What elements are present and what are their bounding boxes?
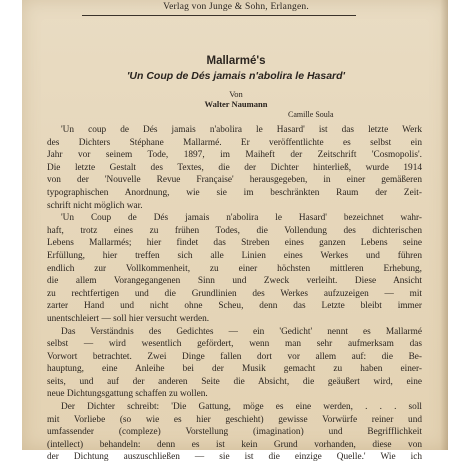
byline-von: Von <box>229 89 243 99</box>
body-line: der Dichtung auszuschließen — sie ist die einzige Quelle.' Wie ich <box>47 452 422 463</box>
body-line: umfassender (compleze) Vorstellung (imagination) und Begrifflichkeit <box>47 427 422 438</box>
publisher-line: Verlag von Junge & Sohn, Erlangen. <box>163 2 309 12</box>
body-line: Der Dichter schreibt: 'Die Gattung, möge es eine werden, . . . soll <box>61 402 422 413</box>
body-line: selbst — wird wesentlich gefördert, wenn man sehr aufmerksam das <box>47 339 422 350</box>
body-line: schrift nicht möglich war. <box>47 200 143 211</box>
body-line: seits, und auf der anderen Seite die Absicht, die geäußert wird, eine <box>47 376 422 387</box>
dedication: Camille Soula <box>288 110 334 119</box>
article-title: Mallarmé's <box>206 55 266 67</box>
body-line: mit Vorliebe (so wie es hier geschieht) gewisse Vorwürfe reiner und <box>47 414 422 425</box>
article-subtitle: 'Un Coup de Dés jamais n'abolira le Hasard' <box>126 70 346 82</box>
body-line: zarter Hand und nicht ohne Scheu, denn das Letzte bleibt immer <box>47 301 422 312</box>
body-line: (intellect) behandeln: denn es ist kein Grund vorhanden, diese von <box>47 439 422 450</box>
body-line: unentschleiert — soll hier versucht werden. <box>47 313 210 324</box>
body-line: Jahr vor seinem Tode, 1897, im Maiheft der Zeitschrift 'Cosmopolis'. <box>47 150 422 161</box>
body-line: des Dichters Stéphane Mallarmé. Er veröffentlichte es selbst ein <box>47 137 422 148</box>
body-line: Lebens Mallarmés; hier findet das Streben eines ganzen Lebens seine <box>47 238 422 249</box>
body-line: haft, trotz eines zu frühen Todes, die Vollendung des dichterischen <box>47 225 422 236</box>
body-line: zu rechtfertigen und die Grundlinien des Werkes aufzuzeigen — mit <box>47 288 422 299</box>
body-line: Das Verständnis des Gedichtes — ein 'Gedicht' nennt es Mallarmé <box>61 326 422 337</box>
body-line: Vorwort betrachtet. Zwei Dinge fallen dort vor allem auf: die Be- <box>47 351 422 362</box>
body-line: 'Un Coup de Dés jamais n'abolira le Hasard' bezeichnet wahr- <box>61 213 422 224</box>
article-body <box>47 124 422 464</box>
body-line: endlich zur Vollkommenheit, zu einer höchsten mittleren Erhebung, <box>47 263 422 274</box>
body-line: hauptung, eine Anleihe bei der Musik gemacht zu haben einer- <box>47 364 422 375</box>
body-line: 'Un coup de Dés jamais n'abolira le Hasard' ist das letzte Werk <box>61 125 422 135</box>
author-name: Walter Naumann <box>204 99 268 109</box>
header-rule <box>82 15 356 16</box>
body-line: typographischen Anordnung, wie sie im beschränkten Raum der Zeit- <box>47 187 422 198</box>
body-line: von der 'Nouvelle Revue Française' herausgegeben, in einer gemäßeren <box>47 175 422 186</box>
body-line: neue Dichtungsgattung schaffen zu wollen. <box>47 389 208 400</box>
body-line: die allem Vorangegangenen Sinn und Zweck verleiht. Diese Ansicht <box>47 276 422 287</box>
body-line: Erfüllung, hier treffen sich alle Linien eines Werkes und führen <box>47 250 422 261</box>
body-line: Die letzte Gestalt des Textes, die der Dichter hinterließ, wurde 1914 <box>47 162 422 173</box>
